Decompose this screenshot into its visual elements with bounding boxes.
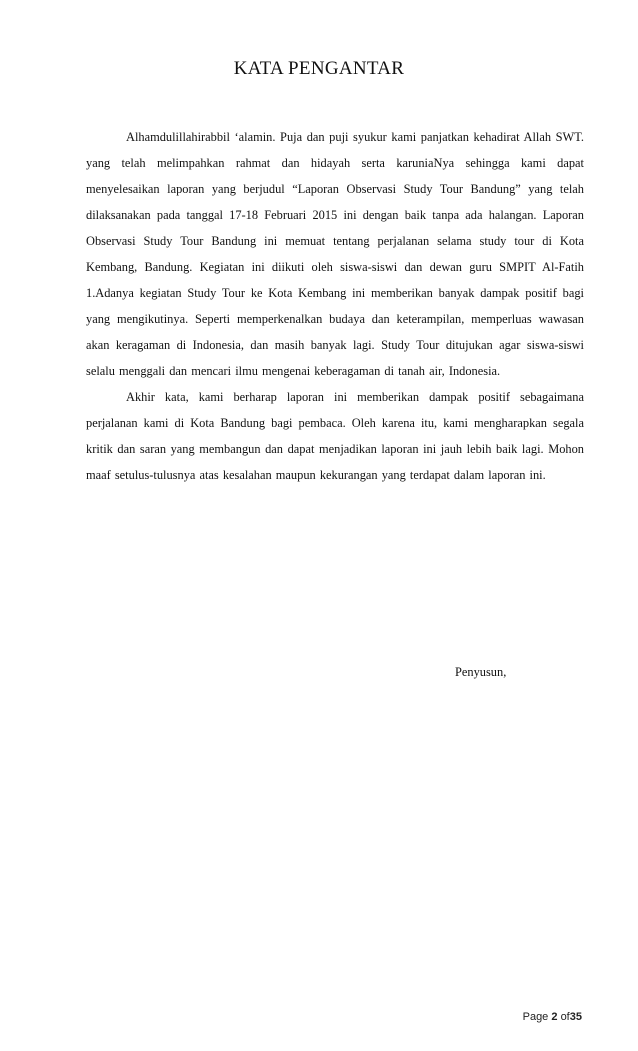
current-page-number: 2 bbox=[551, 1011, 558, 1023]
page-title: KATA PENGANTAR bbox=[233, 58, 405, 79]
of-label: of bbox=[560, 1011, 570, 1023]
signature-label: Penyusun, bbox=[455, 665, 507, 679]
page-number-footer bbox=[523, 1011, 582, 1023]
total-pages-number: 35 bbox=[569, 1011, 582, 1023]
paragraph: Alhamdulillahirabbil ‘alamin. Puja dan puji syukur kami panjatkan kehadirat Allah SWT. yang telah melimpahkan rahmat dan hidayah serta karuniaNya sehingga kami dapat menyelesaikan laporan yang berjudul “Laporan Observasi Study Tour Bandung” yang telah dilaksanakan pada tanggal 17-18 Februari 2015 ini dengan baik tanpa ada halangan. Laporan Observasi Study Tour Bandung ini memuat tentang perjalanan selama study tour di Kota Kembang, Bandung. Kegiatan ini diikuti oleh siswa-siswi dan dewan guru SMPIT Al-Fatih 1.Adanya kegiatan Study Tour ke Kota Kembang ini memberikan banyak dampak positif bagi yang mengikutinya. Seperti memperkenalkan budaya dan keterampilan, memperluas wawasan akan keragaman di Indonesia, dan masih banyak lagi. Study Tour ditujukan agar siswa-siswi selalu menggali dan mencari ilmu mengenai keberagaman di tanah air, Indonesia. bbox=[86, 130, 584, 378]
document-body bbox=[86, 124, 584, 488]
paragraph: Akhir kata, kami berharap laporan ini memberikan dampak positif sebagaimana perjalanan kami di Kota Bandung bagi pembaca. Oleh karena itu, kami mengharapkan segala kritik dan saran yang membangun dan dapat menjadikan laporan ini jauh lebih baik lagi. Mohon maaf setulus-tulusnya atas kesalahan maupun kekurangan yang terdapat dalam laporan ini. bbox=[86, 390, 584, 482]
page-label: Page bbox=[522, 1011, 549, 1023]
